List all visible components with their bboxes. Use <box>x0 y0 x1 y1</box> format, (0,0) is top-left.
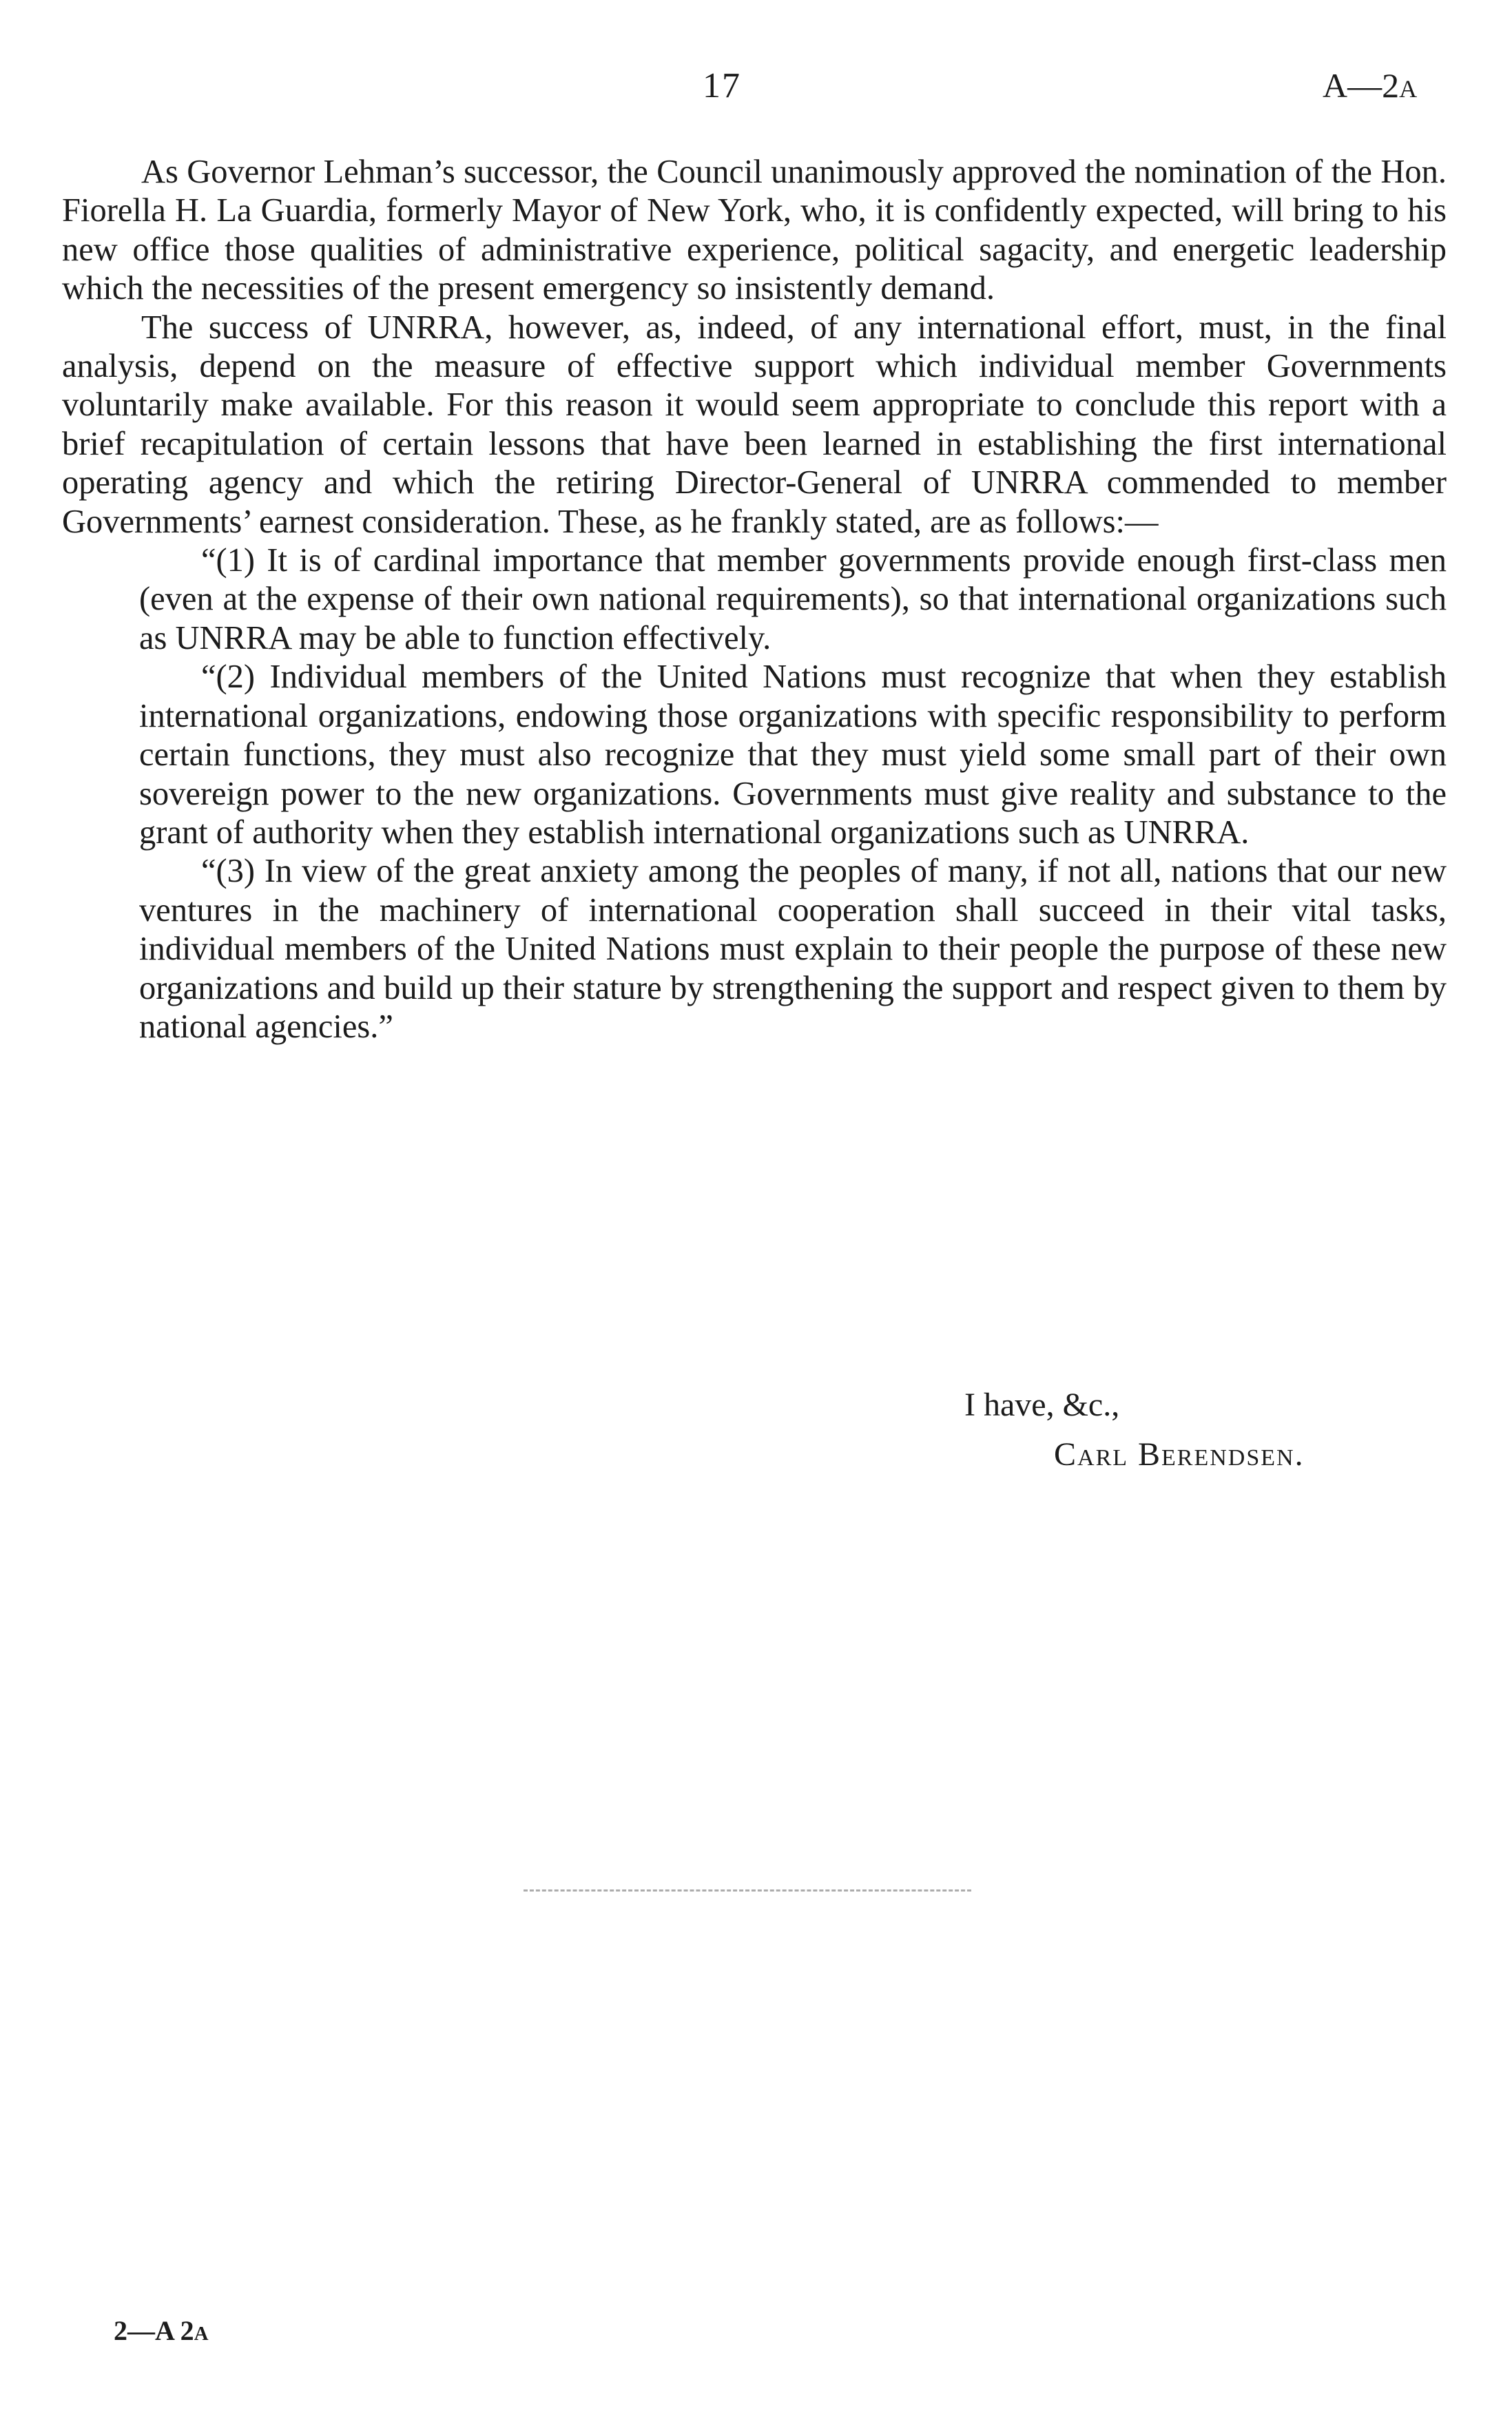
page-number: 17 <box>703 66 741 105</box>
body-text <box>62 153 1447 1046</box>
quote-point-3: “(3) In view of the great anxiety among the peoples of many, if not all, nations that our new ventures in the machinery of international cooperation shall succeed in their vital tasks, individual members of the United Nations must explain to their people the purpose of these new organizations and build up their stature by strengthening the support and respect given to them by national agencies.” <box>139 853 1447 1045</box>
document-code-main: A—2 <box>1323 66 1400 105</box>
printer-signature-suffix: A <box>194 2323 209 2345</box>
document-code <box>1323 65 1417 105</box>
quote-point-1: “(1) It is of cardinal importance that member governments provide enough first-class men (even at the expense of their own national requirements), so that international organizations such as UNRRA may be able to function effectively. <box>139 542 1447 656</box>
closing-salutation: I have, &c., <box>964 1387 1120 1423</box>
section-separator <box>524 1889 971 1892</box>
paragraph-success-of-unrra: The success of UNRRA, however, as, indeed, of any international effort, must, in the final analysis, depend on the measure of effective support which individual member Governments voluntarily make available. For this reason it would seem appropriate to conclude this report with a brief recapitulation of certain lessons that have been learned in establishing the first international operating agency and which the retiring Director-General of UNRRA commended to member Governments’ earnest consideration. These, as he frankly stated, are as follows:— <box>62 309 1447 540</box>
closing-block <box>964 1385 1305 1475</box>
document-code-suffix: A <box>1399 75 1418 103</box>
quote-point-2: “(2) Individual members of the United Nations must recognize that when they establish international organizations, endowing those organizations with specific responsibility to perform certain functions, they must also recognize that they must yield some small part of their own sovereign power to the new organizations. Governments must give reality and substance to the grant of authority when they establish international organizations such as UNRRA. <box>139 659 1447 851</box>
paragraph-successor: As Governor Lehman’s successor, the Council unanimously approved the nomination of the Hon. Fiorella H. La Guardia, formerly Mayor of New York, who, it is confidently expected, will bring to his new office those qualities of administrative experience, political sagacity, and energetic leadership which the necessities of the present emergency so insistently demand. <box>62 154 1447 307</box>
printer-signature-main: 2—A 2 <box>114 2315 194 2346</box>
signatory-name: Carl Berendsen. <box>1054 1436 1305 1473</box>
printer-signature-mark <box>114 2314 208 2347</box>
